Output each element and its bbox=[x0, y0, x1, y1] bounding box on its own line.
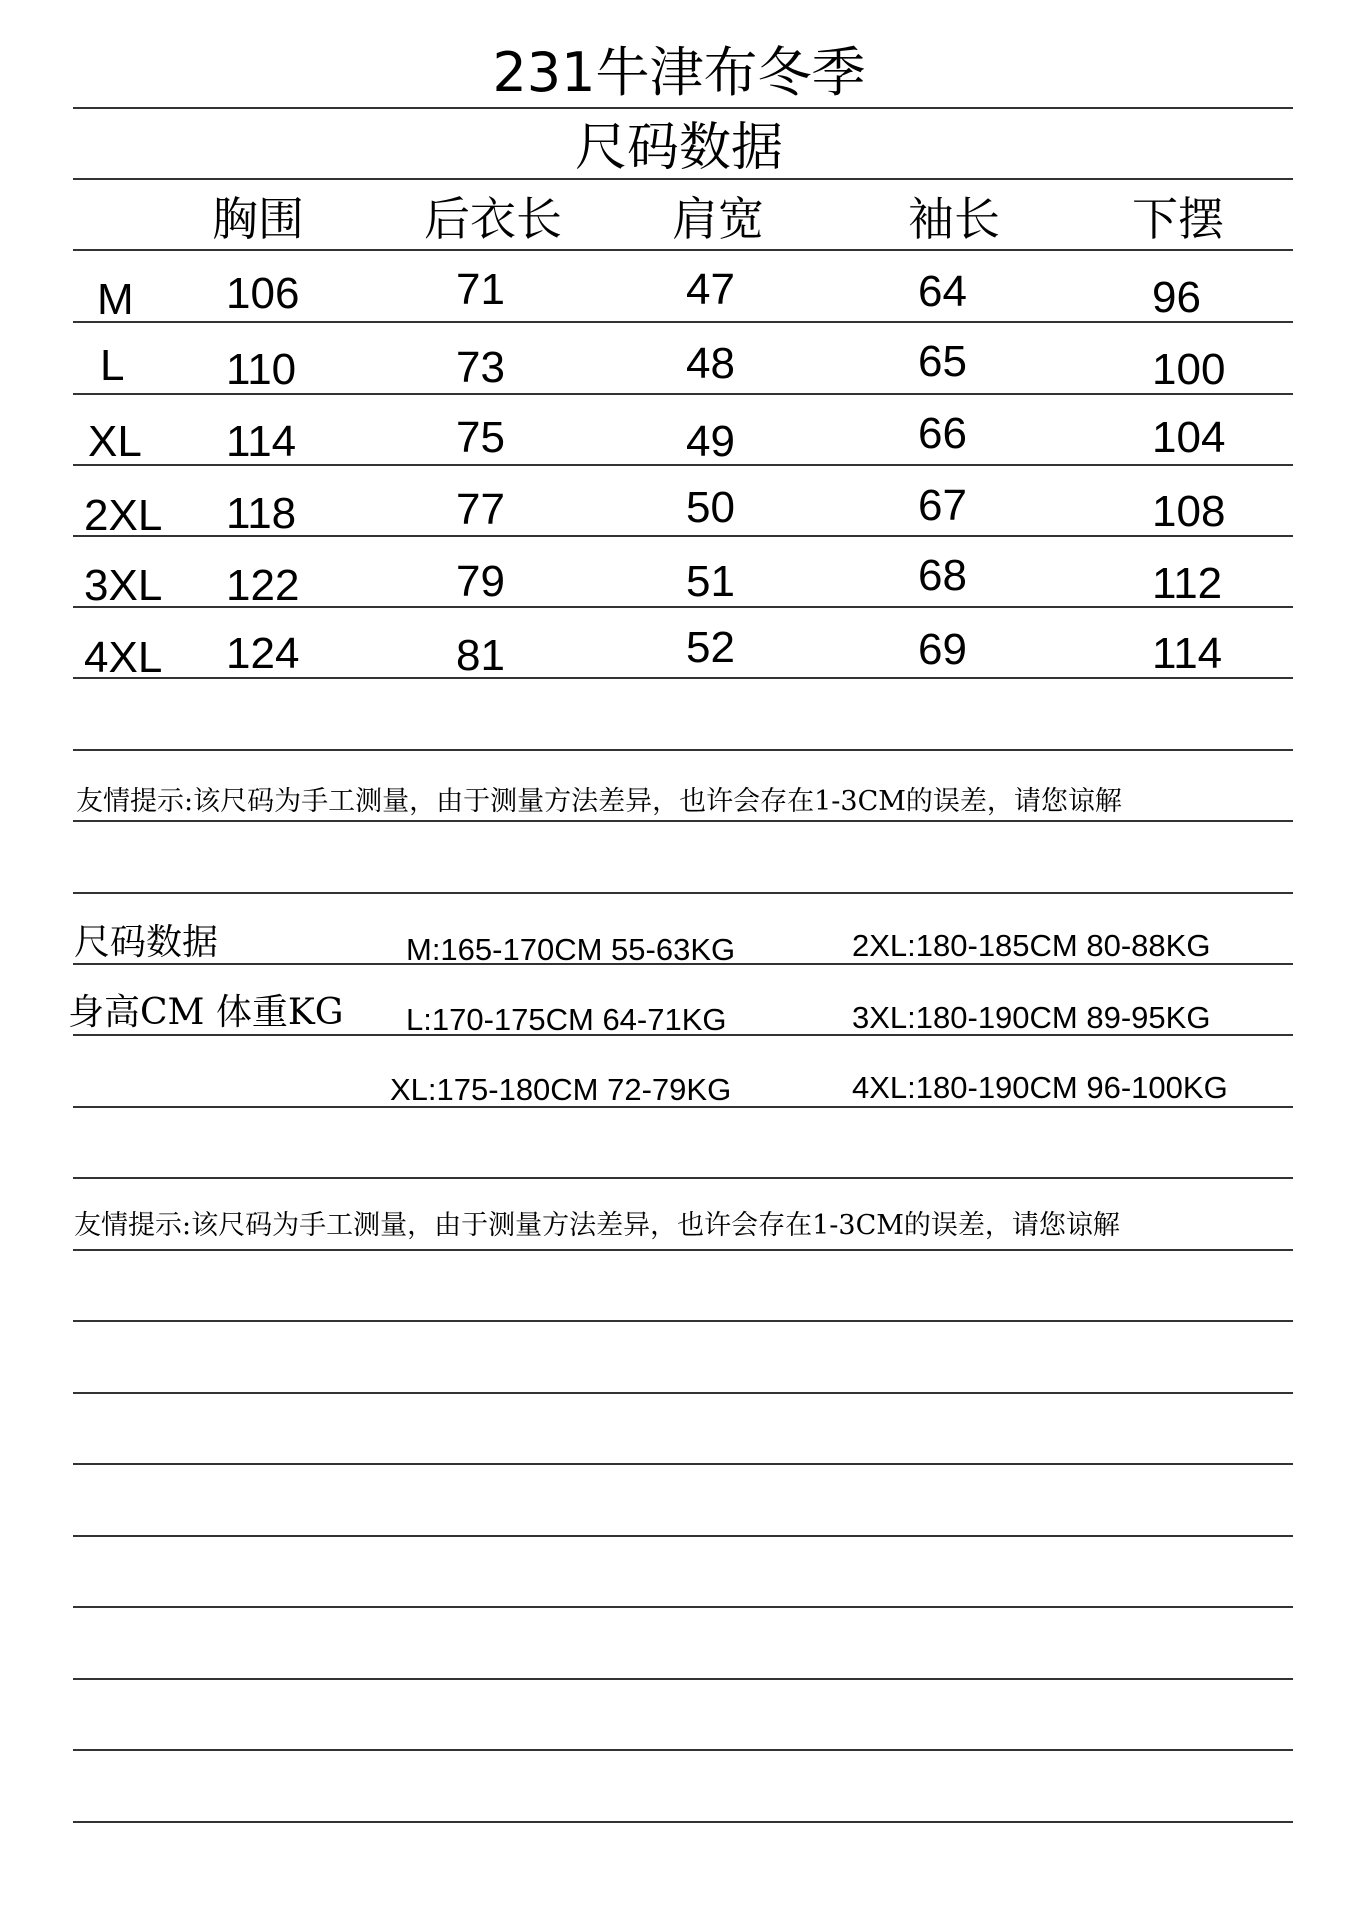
rule-line bbox=[73, 107, 1293, 109]
cell-hem: 108 bbox=[1152, 487, 1226, 536]
cell-sleeve: 67 bbox=[918, 481, 967, 530]
cell-sleeve: 64 bbox=[918, 267, 967, 316]
rule-line bbox=[73, 321, 1293, 323]
cell-shoulder: 47 bbox=[686, 265, 735, 314]
size-range-2xl: 2XL:180-185CM 80-88KG bbox=[852, 928, 1211, 963]
cell-chest: 124 bbox=[226, 629, 300, 678]
rule-line bbox=[73, 749, 1293, 751]
size-label: XL bbox=[88, 417, 142, 466]
cell-chest: 118 bbox=[226, 489, 297, 538]
rule-line bbox=[73, 1320, 1293, 1322]
rule-line bbox=[73, 1749, 1293, 1751]
cell-back-length: 73 bbox=[456, 343, 505, 392]
size-label: L bbox=[100, 341, 125, 390]
measurement-notice-2: 友情提示:该尺码为手工测量，由于测量方法差异，也许会存在1-3CM的误差，请您谅解 bbox=[74, 1210, 1120, 1241]
cell-back-length: 75 bbox=[456, 413, 505, 462]
cell-chest: 122 bbox=[226, 561, 300, 610]
cell-chest: 110 bbox=[226, 345, 297, 394]
rule-line bbox=[73, 1463, 1293, 1465]
cell-back-length: 77 bbox=[456, 485, 505, 534]
recommend-sublabel: 身高CM 体重KG bbox=[68, 992, 344, 1033]
rule-line bbox=[73, 892, 1293, 894]
column-header-hem: 下摆 bbox=[1132, 192, 1224, 246]
cell-chest: 106 bbox=[226, 269, 300, 318]
column-header-shoulder: 肩宽 bbox=[672, 192, 764, 246]
size-label: M bbox=[97, 275, 134, 324]
cell-back-length: 71 bbox=[456, 265, 505, 314]
measurement-notice: 友情提示:该尺码为手工测量，由于测量方法差异，也许会存在1-3CM的误差，请您谅解 bbox=[76, 786, 1122, 817]
rule-line bbox=[73, 1177, 1293, 1179]
cell-shoulder: 49 bbox=[686, 417, 735, 466]
rule-line bbox=[73, 1678, 1293, 1680]
cell-sleeve: 68 bbox=[918, 551, 967, 600]
rule-line bbox=[73, 820, 1293, 822]
rule-line bbox=[73, 1249, 1293, 1251]
cell-hem: 114 bbox=[1152, 629, 1223, 678]
cell-sleeve: 66 bbox=[918, 409, 967, 458]
size-range-m: M:165-170CM 55-63KG bbox=[406, 932, 736, 967]
cell-hem: 112 bbox=[1152, 559, 1223, 608]
section-title: 尺码数据 bbox=[574, 118, 783, 178]
rule-line bbox=[73, 249, 1293, 251]
cell-hem: 104 bbox=[1152, 413, 1226, 462]
rule-line bbox=[73, 1392, 1293, 1394]
rule-line bbox=[73, 1821, 1293, 1823]
column-header-chest: 胸围 bbox=[212, 192, 304, 246]
size-range-3xl: 3XL:180-190CM 89-95KG bbox=[852, 1000, 1211, 1035]
cell-shoulder: 52 bbox=[686, 623, 735, 672]
cell-back-length: 81 bbox=[456, 631, 505, 680]
recommend-label: 尺码数据 bbox=[74, 922, 219, 963]
column-header-back-length: 后衣长 bbox=[424, 192, 562, 246]
rule-line bbox=[73, 1535, 1293, 1537]
cell-shoulder: 51 bbox=[686, 557, 735, 606]
rule-line bbox=[73, 178, 1293, 180]
cell-shoulder: 48 bbox=[686, 339, 735, 388]
cell-chest: 114 bbox=[226, 417, 297, 466]
size-label: 3XL bbox=[84, 561, 163, 610]
size-range-l: L:170-175CM 64-71KG bbox=[406, 1002, 727, 1037]
cell-sleeve: 69 bbox=[918, 625, 967, 674]
cell-sleeve: 65 bbox=[918, 337, 967, 386]
size-label: 2XL bbox=[84, 491, 163, 540]
size-range-xl: XL:175-180CM 72-79KG bbox=[390, 1072, 732, 1107]
size-range-4xl: 4XL:180-190CM 96-100KG bbox=[852, 1070, 1228, 1105]
column-header-sleeve: 袖长 bbox=[908, 192, 1000, 246]
size-label: 4XL bbox=[84, 633, 163, 682]
cell-back-length: 79 bbox=[456, 557, 505, 606]
cell-shoulder: 50 bbox=[686, 483, 735, 532]
page-title: 231牛津布冬季 bbox=[492, 41, 866, 104]
cell-hem: 100 bbox=[1152, 345, 1226, 394]
cell-hem: 96 bbox=[1152, 273, 1201, 322]
rule-line bbox=[73, 1606, 1293, 1608]
